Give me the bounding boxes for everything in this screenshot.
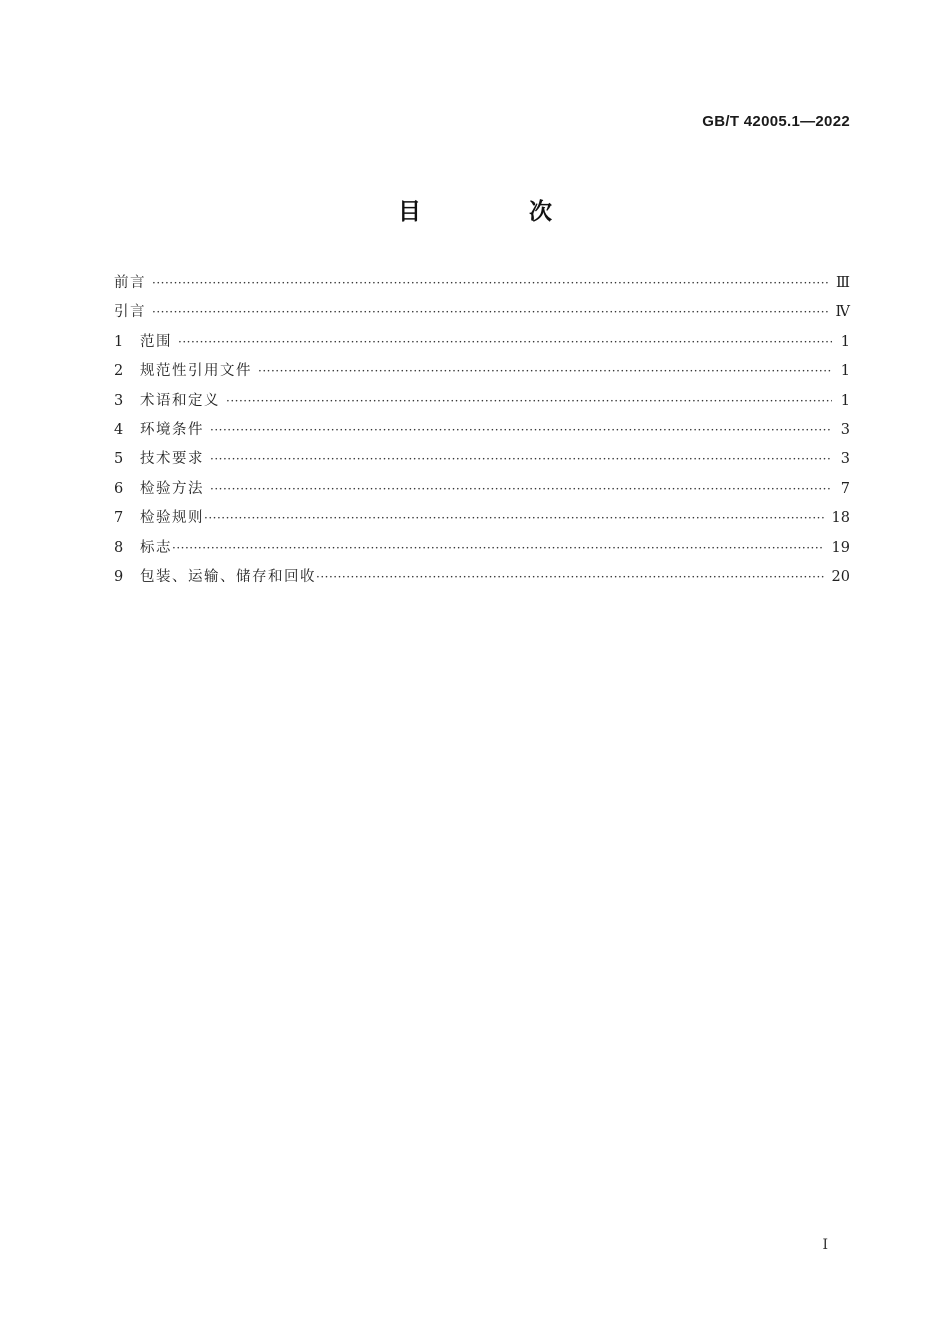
toc-entry-environmental-conditions[interactable]: [114, 419, 850, 448]
toc-entry-normative-references[interactable]: [114, 360, 850, 389]
toc-entry-page: 1: [840, 363, 850, 380]
toc-leader-dots: [226, 390, 832, 412]
toc-entry-page: 3: [840, 421, 850, 438]
toc-entry-page: 18: [831, 510, 850, 527]
toc-entry-page: 1: [840, 392, 850, 409]
toc-entry-label: 范围: [140, 333, 172, 350]
toc-entry-number: 6: [114, 480, 124, 497]
toc-leader-dots: [178, 331, 832, 353]
toc-entry-page: 19: [831, 539, 850, 556]
toc-leader-dots: [210, 448, 832, 470]
toc-leader-dots: [258, 360, 832, 382]
toc-entry-page: 1: [840, 333, 850, 350]
toc-entry-terms-definitions[interactable]: [114, 390, 850, 419]
toc-entry-number: 2: [114, 363, 124, 380]
toc-entry-page: Ⅲ: [836, 275, 850, 291]
toc-entry-test-methods[interactable]: [114, 478, 850, 507]
toc-entry-scope[interactable]: [114, 331, 850, 360]
toc-entry-label: 标志: [140, 539, 172, 556]
toc-entry-label: 技术要求: [140, 451, 204, 468]
toc-entry-number: 7: [114, 510, 124, 527]
page-number: I: [822, 1237, 828, 1253]
toc-entry-page: 20: [831, 568, 850, 585]
toc-entry-label: 术语和定义: [140, 392, 220, 409]
toc-entry-label: 检验方法: [140, 480, 204, 497]
toc-leader-dots: [316, 566, 824, 588]
toc-entry-number: 3: [114, 392, 124, 409]
toc-entry-number: 9: [114, 568, 124, 585]
toc-entry-page: 3: [840, 451, 850, 468]
toc-entry-number: 8: [114, 539, 124, 556]
toc-entry-label: 规范性引用文件: [140, 363, 252, 380]
standard-code: GB/T 42005.1—2022: [702, 113, 850, 130]
toc-entry-label: 包装、运输、储存和回收: [140, 568, 316, 585]
toc-leader-dots: [210, 478, 832, 500]
toc-leader-dots: [172, 537, 824, 559]
toc-entry-number: 4: [114, 421, 124, 438]
toc-list: [114, 272, 850, 595]
toc-entry-label: 前言: [114, 275, 146, 291]
toc-entry-introduction[interactable]: [114, 301, 850, 330]
toc-leader-dots: [152, 272, 828, 294]
toc-entry-page: Ⅳ: [835, 304, 850, 321]
toc-entry-label: 检验规则: [140, 510, 204, 527]
toc-entry-page: 7: [840, 480, 850, 497]
toc-entry-inspection-rules[interactable]: [114, 507, 850, 536]
toc-leader-dots: [204, 507, 824, 529]
toc-entry-packaging-transport[interactable]: [114, 566, 850, 595]
toc-entry-foreword[interactable]: [114, 272, 850, 301]
toc-title: 目 次: [397, 199, 602, 225]
toc-entry-technical-requirements[interactable]: [114, 448, 850, 477]
toc-entry-marking[interactable]: [114, 537, 850, 566]
toc-entry-number: 5: [114, 451, 124, 468]
toc-leader-dots: [152, 301, 828, 323]
toc-leader-dots: [210, 419, 832, 441]
toc-entry-label: 环境条件: [140, 421, 204, 438]
toc-entry-label: 引言: [114, 304, 146, 321]
toc-entry-number: 1: [114, 333, 124, 350]
